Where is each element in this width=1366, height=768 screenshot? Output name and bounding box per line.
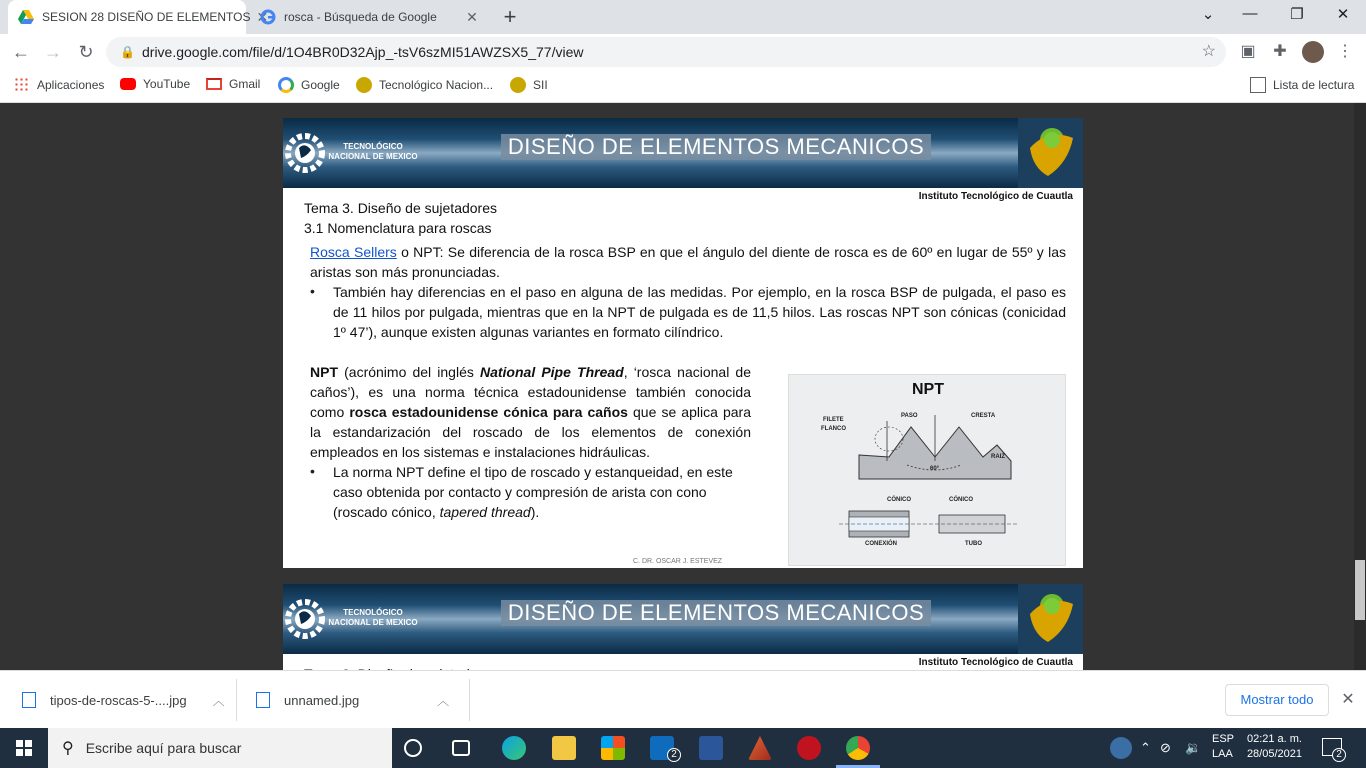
slide-banner: [283, 118, 1083, 188]
tab-title: SESION 28 DISEÑO DE ELEMENTOS: [42, 10, 251, 24]
chrome-icon[interactable]: [846, 736, 870, 760]
label-raiz: RAIZ: [991, 454, 1005, 460]
bookmark-label: YouTube: [143, 77, 191, 91]
menu-icon[interactable]: ⋮: [1337, 43, 1353, 60]
tecnm-label: TECNOLÓGICO NACIONAL DE MEXICO: [328, 608, 418, 627]
paragraph-npt: [310, 362, 751, 462]
npt-diagram: [788, 374, 1066, 566]
gmail-icon: [206, 78, 222, 90]
label-flanco: FLANCO: [821, 426, 846, 432]
taskbar-search-box[interactable]: [48, 728, 392, 768]
institute-name: Instituto Tecnológico de Cuautla: [918, 657, 1073, 668]
edge-icon[interactable]: [502, 736, 526, 760]
image-file-icon: [256, 692, 270, 708]
tab-drive[interactable]: [8, 0, 269, 34]
image-file-icon: [22, 692, 36, 708]
bullet-norma-npt: [333, 462, 743, 522]
subtopic-title: 3.1 Nomenclatura para roscas: [304, 220, 492, 236]
banner-title: DISEÑO DE ELEMENTOS MECANICOS: [501, 134, 931, 160]
reading-list-icon: [1250, 77, 1266, 93]
google-icon: [278, 77, 294, 93]
thread-profile-drawing: [789, 375, 1067, 567]
institute-logo: [1018, 118, 1083, 188]
close-window-icon[interactable]: ✕: [1336, 6, 1350, 23]
paragraph-text: o NPT: Se diferencia de la rosca BSP en que el ángulo del diente de rosca es de 60º en lugar de 55º y las aristas son más pronunciadas.: [310, 244, 1066, 280]
tecnm-icon: [356, 77, 372, 93]
task-view-icon[interactable]: [452, 740, 470, 756]
chevron-up-icon[interactable]: ⌃: [1140, 740, 1151, 755]
address-bar[interactable]: [106, 37, 1226, 67]
time-text: 02:21 a. m.: [1246, 733, 1302, 745]
close-tab-icon[interactable]: ✕: [256, 8, 269, 25]
bookmark-label: Gmail: [229, 77, 261, 91]
slide-page: [283, 118, 1083, 568]
bookmarks-bar: [0, 70, 1366, 103]
label-conico-tubo: CÓNICO: [949, 497, 973, 503]
tecnm-gear-logo: [285, 122, 325, 184]
reading-list[interactable]: [1250, 77, 1354, 93]
paragraph-text: (acrónimo del inglés: [338, 364, 480, 380]
show-all-button[interactable]: Mostrar todo: [1225, 684, 1329, 716]
bookmark-star-icon[interactable]: ☆: [1201, 43, 1216, 60]
downloads-bar: [0, 670, 1366, 728]
google-drive-icon: [18, 9, 34, 25]
label-tubo: TUBO: [965, 541, 982, 547]
bookmark-label: Aplicaciones: [37, 78, 105, 92]
maximize-icon[interactable]: ❐: [1290, 6, 1304, 23]
search-icon: ⚲: [62, 740, 74, 757]
minimize-icon[interactable]: —: [1242, 5, 1258, 22]
bookmark-tecnologico[interactable]: [356, 77, 493, 93]
download-filename: unnamed.jpg: [284, 692, 360, 708]
divider: [469, 679, 470, 721]
lock-icon: 🔒: [120, 45, 135, 59]
bullet-icon: •: [310, 463, 315, 479]
download-filename: tipos-de-roscas-5-....jpg: [50, 692, 187, 708]
bookmark-gmail[interactable]: [206, 77, 260, 91]
apps-grid-icon: [14, 77, 30, 93]
label-paso: PASO: [901, 413, 918, 419]
lang-code: ESP: [1212, 733, 1235, 745]
volume-icon[interactable]: 🔉: [1185, 740, 1202, 755]
bookmark-youtube[interactable]: [120, 77, 190, 91]
close-downloads-icon[interactable]: ✕: [1341, 691, 1355, 708]
tecnm-gear-logo: [285, 588, 325, 650]
divider: [236, 679, 237, 721]
paragraph-sellers: [310, 242, 1066, 282]
label-angle: 60°: [930, 466, 940, 472]
bookmark-label: Google: [301, 78, 340, 92]
youtube-icon: [120, 78, 136, 90]
label-cresta: CRESTA: [971, 413, 996, 419]
avatar[interactable]: [1302, 41, 1324, 63]
windows-start-icon[interactable]: [0, 728, 48, 768]
close-tab-icon[interactable]: ✕: [466, 8, 478, 25]
document-viewer[interactable]: [0, 103, 1366, 670]
chevron-up-icon[interactable]: ︿: [437, 693, 450, 708]
tecnm-label: TECNOLÓGICO NACIONAL DE MEXICO: [328, 142, 418, 161]
download-item[interactable]: [256, 671, 449, 729]
chevron-up-icon[interactable]: ︿: [212, 693, 225, 708]
banner-title: DISEÑO DE ELEMENTOS MECANICOS: [501, 600, 931, 626]
notification-badge: 2: [1332, 748, 1346, 762]
slide-banner: [283, 584, 1083, 654]
tecnm-icon: [510, 77, 526, 93]
bookmark-sii[interactable]: [510, 77, 548, 93]
paragraph-text: , ‘rosca nacional de caños’), es una norma técnica estadounidense también conocida como: [310, 364, 751, 420]
reload-icon[interactable]: ↻: [78, 42, 94, 62]
search-placeholder: Escribe aquí para buscar: [85, 740, 242, 756]
label-filete: FILETE: [823, 417, 844, 423]
reading-list-label: Lista de lectura: [1273, 78, 1355, 92]
url-text: drive.google.com/file/d/1O4BR0D32Ajp_-tsV6szMI51AWZSX5_77/view: [142, 44, 584, 60]
word-icon[interactable]: [699, 736, 723, 760]
topic-title: Tema 3. Diseño de sujetadores: [304, 200, 497, 216]
scrollbar-thumb[interactable]: [1355, 560, 1365, 620]
network-icon[interactable]: ⊘: [1160, 740, 1171, 755]
bullet-text: La norma NPT define el tipo de roscado y estanqueidad, en este caso obtenida por contacto y compresión de arista con cono (roscado cónico,: [333, 464, 733, 520]
slide-page: [283, 584, 1083, 670]
bookmark-label: Tecnológico Nacion...: [379, 78, 494, 92]
rosca-conica-term: rosca estadounidense cónica para caños: [349, 404, 628, 420]
google-icon: [260, 9, 276, 25]
clock[interactable]: [1246, 732, 1302, 762]
bullet-icon: •: [310, 283, 315, 299]
cortana-icon[interactable]: [404, 739, 422, 757]
tab-google-search[interactable]: [250, 0, 490, 34]
paragraph-text: que se aplica para la estandarización del roscado de los elementos de conexión empleados en los sistemas e instalaciones hidráulicas.: [310, 404, 751, 460]
help-icon[interactable]: [1110, 737, 1132, 759]
rosca-sellers-link[interactable]: Rosca Sellers: [310, 244, 397, 260]
bookmark-apps[interactable]: [14, 77, 104, 93]
copyright-text: C. DR. OSCAR J. ESTEVEZ: [633, 558, 723, 565]
slide-heading: [304, 198, 497, 238]
label-conexion: CONEXIÓN: [865, 541, 898, 547]
catia-icon[interactable]: [797, 736, 821, 760]
language-indicator[interactable]: [1212, 732, 1238, 762]
label-conico-conexion: CÓNICO: [887, 497, 911, 503]
date-text: 28/05/2021: [1246, 748, 1302, 760]
mail-badge: 2: [667, 748, 681, 762]
tapered-thread-term: tapered thread: [439, 504, 531, 520]
diagram-title: NPT: [912, 381, 944, 398]
tab-title: rosca - Búsqueda de Google: [284, 10, 437, 24]
forward-icon[interactable]: →: [44, 42, 62, 62]
tab-search-icon[interactable]: ⌄: [1201, 6, 1215, 23]
npt-full-term: National Pipe Thread: [479, 364, 624, 380]
puzzle-icon[interactable]: ✚: [1273, 43, 1287, 60]
browser-window: [0, 0, 1366, 103]
bookmark-label: SII: [533, 78, 548, 92]
bullet-text: ).: [530, 504, 540, 520]
extension-icon[interactable]: ▣: [1240, 43, 1256, 60]
windows-taskbar: [0, 728, 1366, 768]
bullet-paso: También hay diferencias en el paso en alguna de las medidas. Por ejemplo, en la rosca BSP de pulgada, el paso es de 11 hilos por pulgada, mientras que en la NPT de pulgada es de 11,5 hilos. Las roscas NPT son cónicas (conicidad 1º 47’), aunque existen algunas variantes en formato cilíndrico.: [333, 284, 1066, 340]
institute-name: Instituto Tecnológico de Cuautla: [918, 191, 1073, 202]
layout-code: LAA: [1212, 748, 1233, 760]
institute-logo: [1018, 584, 1083, 654]
tab-strip: [0, 0, 1366, 34]
toolbar: [0, 34, 1366, 70]
store-icon[interactable]: [601, 736, 625, 760]
file-explorer-icon[interactable]: [552, 736, 576, 760]
npt-term: NPT: [310, 364, 338, 380]
back-icon[interactable]: ←: [12, 42, 30, 62]
new-tab-button[interactable]: +: [503, 4, 517, 29]
download-item[interactable]: [22, 671, 225, 729]
matlab-icon[interactable]: [748, 736, 772, 760]
bookmark-google[interactable]: [278, 77, 340, 93]
